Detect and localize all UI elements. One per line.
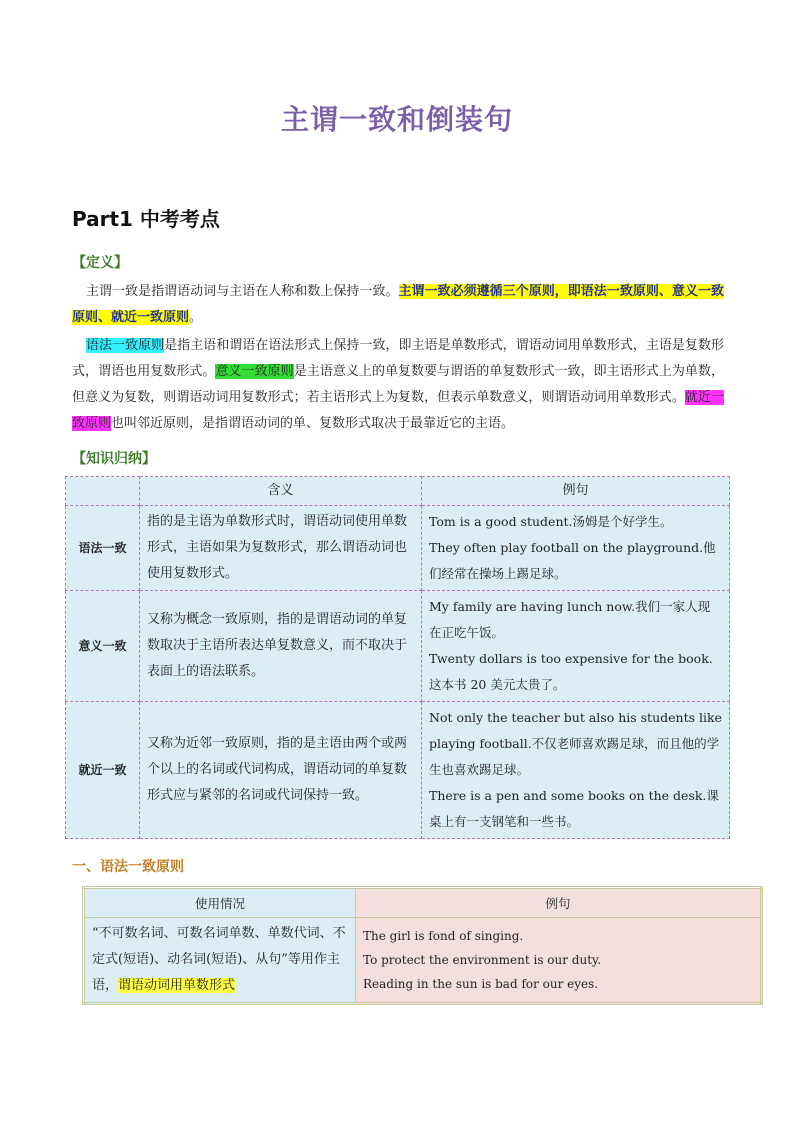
text: 是主语意义上的单复数要与谓语的单复数形式一致，即主语形式上为单数，但意义为复数，则谓语动词用复数形式；若主语形式上为复数，但表示单数意义，则谓语动词用单数形式。 xyxy=(72,364,724,405)
text: 主谓一致是指谓语动词与主语在人称和数上保持一致。 xyxy=(86,284,399,299)
table-header-row xyxy=(66,477,730,506)
example: To protect the environment is our duty. xyxy=(363,953,602,967)
text: 。 xyxy=(189,310,203,325)
summary-label: 【知识归纳】 xyxy=(72,451,156,467)
example: They often play football on the playground.他们经常在操场上踢足球。 xyxy=(429,540,716,581)
table-header xyxy=(66,477,140,506)
row-name: 语法一致 xyxy=(66,506,140,591)
example: There is a pen and some books on the desk.课桌上有一支钢笔和一些书。 xyxy=(429,788,719,829)
example: Reading in the sun is bad for our eyes. xyxy=(363,977,599,991)
row-examples xyxy=(422,506,730,591)
row-name: 意义一致 xyxy=(66,591,140,702)
example: My family are having lunch now.我们一家人现在正吃午饭。 xyxy=(429,599,711,640)
row-meaning: 又称为概念一致原则，指的是谓语动词的单复数取决于主语所表达单复数意义，而不取决于表面上的语法联系。 xyxy=(140,591,422,702)
highlight-grammar-principle: 语法一致原则 xyxy=(86,338,165,353)
definition-paragraph-1 xyxy=(72,279,724,331)
table-header-row xyxy=(84,888,762,918)
example: Tom is a good student.汤姆是个好学生。 xyxy=(429,514,673,529)
table-header: 含义 xyxy=(140,477,422,506)
table-header: 例句 xyxy=(356,888,762,918)
highlight-three-principles: 主谓一致必须遵循三个原则，即语法一致原则、意义一致原则、就近一致原则 xyxy=(72,284,724,325)
row-meaning: 又称为近邻一致原则，指的是主语由两个或两个以上的名词或代词构成，谓语动词的单复数形式应与紧邻的名词或代词保持一致。 xyxy=(140,702,422,839)
definition-label: 【定义】 xyxy=(72,255,128,271)
highlight-meaning-principle: 意义一致原则 xyxy=(215,364,294,379)
example: Twenty dollars is too expensive for the book. 这本书 20 美元太贵了。 xyxy=(429,651,713,692)
usage-text: “不可数名词、可数名词单数、单数代词、不定式(短语)、动名词(短语)、从句”等用作主语， xyxy=(92,926,346,993)
definition-paragraph-2 xyxy=(72,333,724,437)
text: 也叫邻近原则，是指谓语动词的单、复数形式取决于最靠近它的主语。 xyxy=(111,416,515,431)
examples-cell xyxy=(356,918,762,1004)
grammar-principle-table xyxy=(82,886,763,1005)
highlight-proximity-principle: 就近一致原则 xyxy=(72,390,724,431)
section-heading: 一、语法一致原则 xyxy=(72,859,184,875)
summary-table xyxy=(65,476,730,839)
part-heading: Part1 中考考点 xyxy=(72,207,220,231)
row-examples xyxy=(422,702,730,839)
row-name: 就近一致 xyxy=(66,702,140,839)
row-meaning: 指的是主语为单数形式时，谓语动词使用单数形式，主语如果为复数形式，那么谓语动词也使用复数形式。 xyxy=(140,506,422,591)
table-row xyxy=(66,702,730,839)
usage-highlight: 谓语动词用单数形式 xyxy=(118,978,236,993)
table-header: 使用情况 xyxy=(84,888,356,918)
page-title: 主谓一致和倒装句 xyxy=(280,103,513,136)
table-row xyxy=(66,506,730,591)
example: The girl is fond of singing. xyxy=(363,929,524,943)
table-header: 例句 xyxy=(422,477,730,506)
table-row xyxy=(66,591,730,702)
table-row xyxy=(84,918,762,1004)
example: Not only the teacher but also his students like playing football.不仅老师喜欢踢足球，而且他的学生也喜欢踢足球。 xyxy=(429,710,722,777)
usage-cell xyxy=(84,918,356,1004)
row-examples xyxy=(422,591,730,702)
text: 是指主语和谓语在语法形式上保持一致，即主语是单数形式，谓语动词用单数形式，主语是复数形式，谓语也用复数形式。 xyxy=(72,338,724,379)
